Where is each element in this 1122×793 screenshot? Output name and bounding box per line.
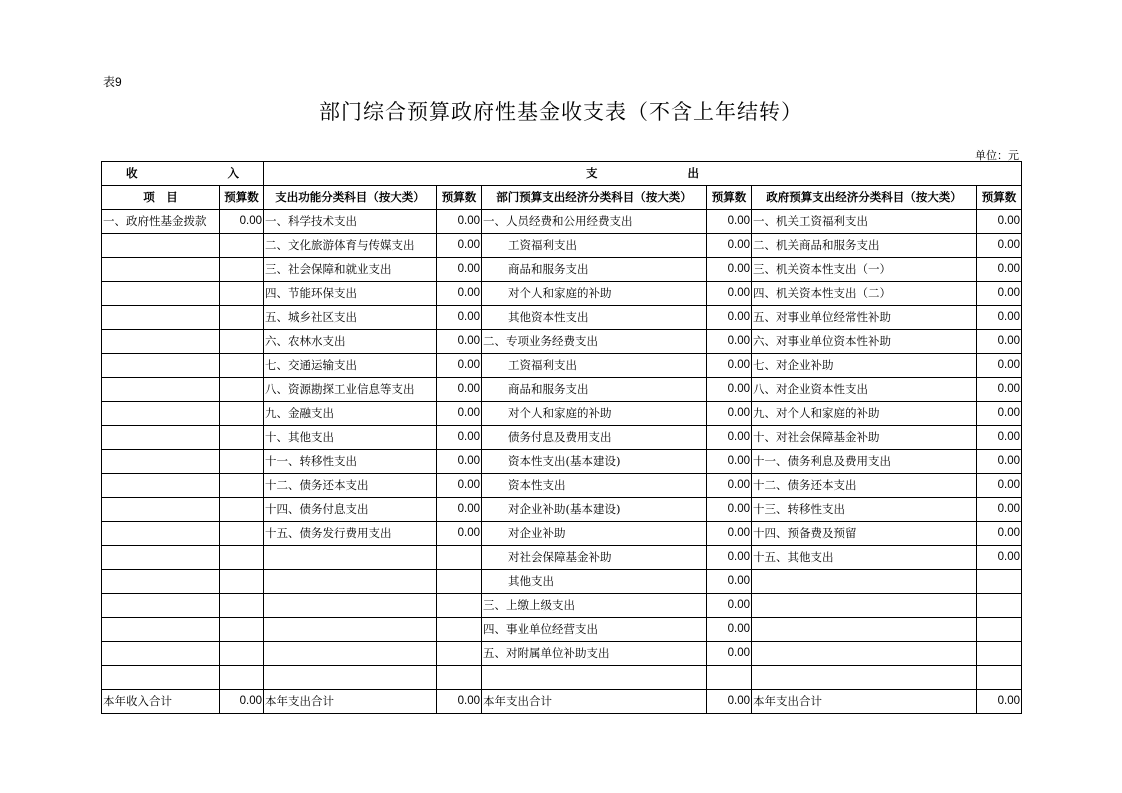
gov-econ-amount-cell: 0.00 — [977, 426, 1022, 450]
income-item-cell — [102, 306, 220, 330]
gov-econ-amount-cell: 0.00 — [977, 258, 1022, 282]
income-amount-cell — [220, 522, 264, 546]
func-total-label: 本年支出合计 — [264, 690, 437, 714]
table-row — [102, 522, 1022, 546]
income-amount-cell — [220, 546, 264, 570]
income-amount-cell — [220, 618, 264, 642]
func-category-cell: 五、城乡社区支出 — [264, 306, 437, 330]
dept-econ-category-cell — [482, 666, 707, 690]
table-row — [102, 666, 1022, 690]
gov-econ-amount-cell: 0.00 — [977, 282, 1022, 306]
func-category-cell — [264, 618, 437, 642]
gov-econ-category-cell — [752, 618, 977, 642]
dept-econ-category-cell: 商品和服务支出 — [482, 378, 707, 402]
income-item-cell — [102, 402, 220, 426]
dept-econ-amount-cell: 0.00 — [707, 378, 752, 402]
income-amount-cell — [220, 354, 264, 378]
dept-econ-category-cell: 其他支出 — [482, 570, 707, 594]
func-amount-cell: 0.00 — [437, 354, 482, 378]
table-row — [102, 570, 1022, 594]
func-category-cell: 十四、债务付息支出 — [264, 498, 437, 522]
dept-econ-category-cell: 三、上缴上级支出 — [482, 594, 707, 618]
gov-econ-category-cell: 十、对社会保障基金补助 — [752, 426, 977, 450]
dept-econ-amount-cell: 0.00 — [707, 498, 752, 522]
budget-table — [101, 161, 1022, 714]
dept-econ-amount-cell: 0.00 — [707, 546, 752, 570]
gov-econ-category-cell: 四、机关资本性支出（二） — [752, 282, 977, 306]
gov-econ-category-cell — [752, 594, 977, 618]
dept-econ-amount-cell: 0.00 — [707, 282, 752, 306]
func-category-cell: 十、其他支出 — [264, 426, 437, 450]
func-amount-cell: 0.00 — [437, 282, 482, 306]
dept-econ-amount-cell: 0.00 — [707, 474, 752, 498]
income-amount-cell — [220, 258, 264, 282]
totals-row — [102, 690, 1022, 714]
dept-econ-category-cell: 资本性支出 — [482, 474, 707, 498]
table-row — [102, 474, 1022, 498]
income-item-cell — [102, 330, 220, 354]
header-row-columns — [102, 186, 1022, 210]
func-category-cell — [264, 570, 437, 594]
expense-header-char-1: 支 — [586, 166, 598, 180]
gov-econ-amount-cell — [977, 570, 1022, 594]
table-row — [102, 306, 1022, 330]
income-total-amount: 0.00 — [220, 690, 264, 714]
table-row — [102, 426, 1022, 450]
income-item-cell — [102, 234, 220, 258]
header-row-group — [102, 162, 1022, 186]
gov-econ-amount-cell: 0.00 — [977, 474, 1022, 498]
dept-econ-amount-cell: 0.00 — [707, 258, 752, 282]
dept-econ-amount-cell: 0.00 — [707, 642, 752, 666]
table-row — [102, 258, 1022, 282]
func-category-cell — [264, 594, 437, 618]
func-amount-cell: 0.00 — [437, 426, 482, 450]
income-header-char-2: 入 — [227, 166, 239, 180]
dept-econ-amount-cell: 0.00 — [707, 618, 752, 642]
func-category-cell: 六、农林水支出 — [264, 330, 437, 354]
func-amount-cell: 0.00 — [437, 522, 482, 546]
col-header-gov-econ: 政府预算支出经济分类科目（按大类） — [752, 186, 977, 210]
dept-econ-amount-cell: 0.00 — [707, 426, 752, 450]
gov-econ-category-cell: 九、对个人和家庭的补助 — [752, 402, 977, 426]
col-header-budget: 预算数 — [707, 186, 752, 210]
dept-econ-category-cell: 五、对附属单位补助支出 — [482, 642, 707, 666]
expense-header-char-2: 出 — [687, 166, 700, 180]
income-amount-cell — [220, 450, 264, 474]
func-amount-cell — [437, 642, 482, 666]
income-amount-cell — [220, 642, 264, 666]
func-category-cell: 七、交通运输支出 — [264, 354, 437, 378]
func-category-cell: 十一、转移性支出 — [264, 450, 437, 474]
dept-econ-category-cell: 一、人员经费和公用经费支出 — [482, 210, 707, 234]
func-amount-cell: 0.00 — [437, 234, 482, 258]
dept-econ-category-cell: 其他资本性支出 — [482, 306, 707, 330]
income-item-cell — [102, 498, 220, 522]
col-header-func: 支出功能分类科目（按大类） — [264, 186, 437, 210]
func-category-cell — [264, 546, 437, 570]
income-item-cell — [102, 474, 220, 498]
dept-econ-amount-cell: 0.00 — [707, 330, 752, 354]
income-item-cell — [102, 594, 220, 618]
dept-econ-category-cell: 对个人和家庭的补助 — [482, 402, 707, 426]
income-amount-cell — [220, 306, 264, 330]
income-total-label: 本年收入合计 — [102, 690, 220, 714]
income-amount-cell: 0.00 — [220, 210, 264, 234]
gov-econ-category-cell — [752, 642, 977, 666]
table-row — [102, 498, 1022, 522]
func-category-cell: 三、社会保障和就业支出 — [264, 258, 437, 282]
income-header-char-1: 收 — [126, 166, 138, 180]
income-item-cell — [102, 570, 220, 594]
income-item-cell — [102, 546, 220, 570]
expense-group-header — [264, 162, 1022, 186]
income-group-header — [102, 162, 264, 186]
income-item-cell — [102, 378, 220, 402]
gov-econ-category-cell: 十一、债务利息及费用支出 — [752, 450, 977, 474]
dept-econ-category-cell: 四、事业单位经营支出 — [482, 618, 707, 642]
func-amount-cell — [437, 570, 482, 594]
dept-econ-amount-cell: 0.00 — [707, 450, 752, 474]
income-amount-cell — [220, 282, 264, 306]
income-item-cell: 一、政府性基金拨款 — [102, 210, 220, 234]
table-row — [102, 210, 1022, 234]
func-amount-cell: 0.00 — [437, 498, 482, 522]
func-category-cell: 四、节能环保支出 — [264, 282, 437, 306]
table-row — [102, 378, 1022, 402]
dept-econ-category-cell: 对企业补助(基本建设) — [482, 498, 707, 522]
dept-econ-amount-cell: 0.00 — [707, 594, 752, 618]
func-category-cell: 八、资源勘探工业信息等支出 — [264, 378, 437, 402]
income-item-cell — [102, 426, 220, 450]
gov-econ-category-cell: 三、机关资本性支出（一） — [752, 258, 977, 282]
income-amount-cell — [220, 570, 264, 594]
gov-econ-amount-cell: 0.00 — [977, 354, 1022, 378]
func-category-cell: 一、科学技术支出 — [264, 210, 437, 234]
gov-econ-category-cell: 一、机关工资福利支出 — [752, 210, 977, 234]
table-row — [102, 642, 1022, 666]
gov-econ-amount-cell — [977, 666, 1022, 690]
func-amount-cell: 0.00 — [437, 330, 482, 354]
func-amount-cell: 0.00 — [437, 210, 482, 234]
dept-econ-category-cell: 二、专项业务经费支出 — [482, 330, 707, 354]
dept-econ-category-cell: 债务付息及费用支出 — [482, 426, 707, 450]
gov-econ-total-label: 本年支出合计 — [752, 690, 977, 714]
func-category-cell — [264, 642, 437, 666]
gov-econ-amount-cell: 0.00 — [977, 522, 1022, 546]
unit-label: 单位：元 — [975, 149, 1019, 162]
gov-econ-amount-cell: 0.00 — [977, 234, 1022, 258]
func-category-cell: 十二、债务还本支出 — [264, 474, 437, 498]
func-amount-cell: 0.00 — [437, 378, 482, 402]
table-row — [102, 546, 1022, 570]
gov-econ-category-cell — [752, 570, 977, 594]
dept-econ-total-label: 本年支出合计 — [482, 690, 707, 714]
func-category-cell: 九、金融支出 — [264, 402, 437, 426]
table-row — [102, 618, 1022, 642]
func-amount-cell: 0.00 — [437, 474, 482, 498]
func-category-cell — [264, 666, 437, 690]
gov-econ-amount-cell: 0.00 — [977, 330, 1022, 354]
dept-econ-category-cell: 资本性支出(基本建设) — [482, 450, 707, 474]
income-amount-cell — [220, 378, 264, 402]
gov-econ-category-cell: 五、对事业单位经常性补助 — [752, 306, 977, 330]
dept-econ-category-cell: 商品和服务支出 — [482, 258, 707, 282]
dept-econ-category-cell: 对企业补助 — [482, 522, 707, 546]
func-category-cell: 十五、债务发行费用支出 — [264, 522, 437, 546]
income-item-cell — [102, 618, 220, 642]
gov-econ-amount-cell: 0.00 — [977, 210, 1022, 234]
income-item-cell — [102, 450, 220, 474]
table-row — [102, 354, 1022, 378]
gov-econ-amount-cell — [977, 594, 1022, 618]
income-item-cell — [102, 666, 220, 690]
gov-econ-category-cell: 十三、转移性支出 — [752, 498, 977, 522]
dept-econ-amount-cell: 0.00 — [707, 402, 752, 426]
dept-econ-amount-cell: 0.00 — [707, 354, 752, 378]
gov-econ-amount-cell: 0.00 — [977, 450, 1022, 474]
income-amount-cell — [220, 474, 264, 498]
gov-econ-category-cell: 二、机关商品和服务支出 — [752, 234, 977, 258]
income-amount-cell — [220, 666, 264, 690]
table-row — [102, 330, 1022, 354]
gov-econ-amount-cell: 0.00 — [977, 306, 1022, 330]
income-amount-cell — [220, 426, 264, 450]
gov-econ-amount-cell: 0.00 — [977, 498, 1022, 522]
income-amount-cell — [220, 234, 264, 258]
func-amount-cell — [437, 618, 482, 642]
col-header-item: 项 目 — [102, 186, 220, 210]
income-amount-cell — [220, 402, 264, 426]
income-item-cell — [102, 354, 220, 378]
gov-econ-category-cell — [752, 666, 977, 690]
income-amount-cell — [220, 594, 264, 618]
gov-econ-total-amount: 0.00 — [977, 690, 1022, 714]
dept-econ-amount-cell — [707, 666, 752, 690]
func-amount-cell — [437, 666, 482, 690]
dept-econ-amount-cell: 0.00 — [707, 234, 752, 258]
dept-econ-category-cell: 工资福利支出 — [482, 234, 707, 258]
income-amount-cell — [220, 330, 264, 354]
func-total-amount: 0.00 — [437, 690, 482, 714]
gov-econ-category-cell: 八、对企业资本性支出 — [752, 378, 977, 402]
table-row — [102, 282, 1022, 306]
func-amount-cell: 0.00 — [437, 402, 482, 426]
func-amount-cell: 0.00 — [437, 306, 482, 330]
dept-econ-category-cell: 工资福利支出 — [482, 354, 707, 378]
income-item-cell — [102, 282, 220, 306]
dept-econ-category-cell: 对个人和家庭的补助 — [482, 282, 707, 306]
dept-econ-category-cell: 对社会保障基金补助 — [482, 546, 707, 570]
income-item-cell — [102, 642, 220, 666]
table-row — [102, 234, 1022, 258]
table-number: 表9 — [103, 75, 122, 89]
gov-econ-amount-cell — [977, 618, 1022, 642]
col-header-dept-econ: 部门预算支出经济分类科目（按大类） — [482, 186, 707, 210]
gov-econ-amount-cell: 0.00 — [977, 546, 1022, 570]
dept-econ-amount-cell: 0.00 — [707, 306, 752, 330]
gov-econ-category-cell: 十五、其他支出 — [752, 546, 977, 570]
gov-econ-amount-cell: 0.00 — [977, 378, 1022, 402]
gov-econ-category-cell: 六、对事业单位资本性补助 — [752, 330, 977, 354]
col-header-budget: 预算数 — [220, 186, 264, 210]
gov-econ-category-cell: 十四、预备费及预留 — [752, 522, 977, 546]
income-item-cell — [102, 522, 220, 546]
table-row — [102, 450, 1022, 474]
func-amount-cell: 0.00 — [437, 258, 482, 282]
func-amount-cell: 0.00 — [437, 450, 482, 474]
page-title: 部门综合预算政府性基金收支表（不含上年结转） — [319, 100, 803, 124]
dept-econ-total-amount: 0.00 — [707, 690, 752, 714]
dept-econ-amount-cell: 0.00 — [707, 210, 752, 234]
income-amount-cell — [220, 498, 264, 522]
table-row — [102, 402, 1022, 426]
gov-econ-amount-cell — [977, 642, 1022, 666]
func-amount-cell — [437, 594, 482, 618]
func-amount-cell — [437, 546, 482, 570]
income-item-cell — [102, 258, 220, 282]
dept-econ-amount-cell: 0.00 — [707, 522, 752, 546]
col-header-budget: 预算数 — [437, 186, 482, 210]
gov-econ-amount-cell: 0.00 — [977, 402, 1022, 426]
gov-econ-category-cell: 七、对企业补助 — [752, 354, 977, 378]
func-category-cell: 二、文化旅游体育与传媒支出 — [264, 234, 437, 258]
col-header-budget: 预算数 — [977, 186, 1022, 210]
table-row — [102, 594, 1022, 618]
dept-econ-amount-cell: 0.00 — [707, 570, 752, 594]
gov-econ-category-cell: 十二、债务还本支出 — [752, 474, 977, 498]
